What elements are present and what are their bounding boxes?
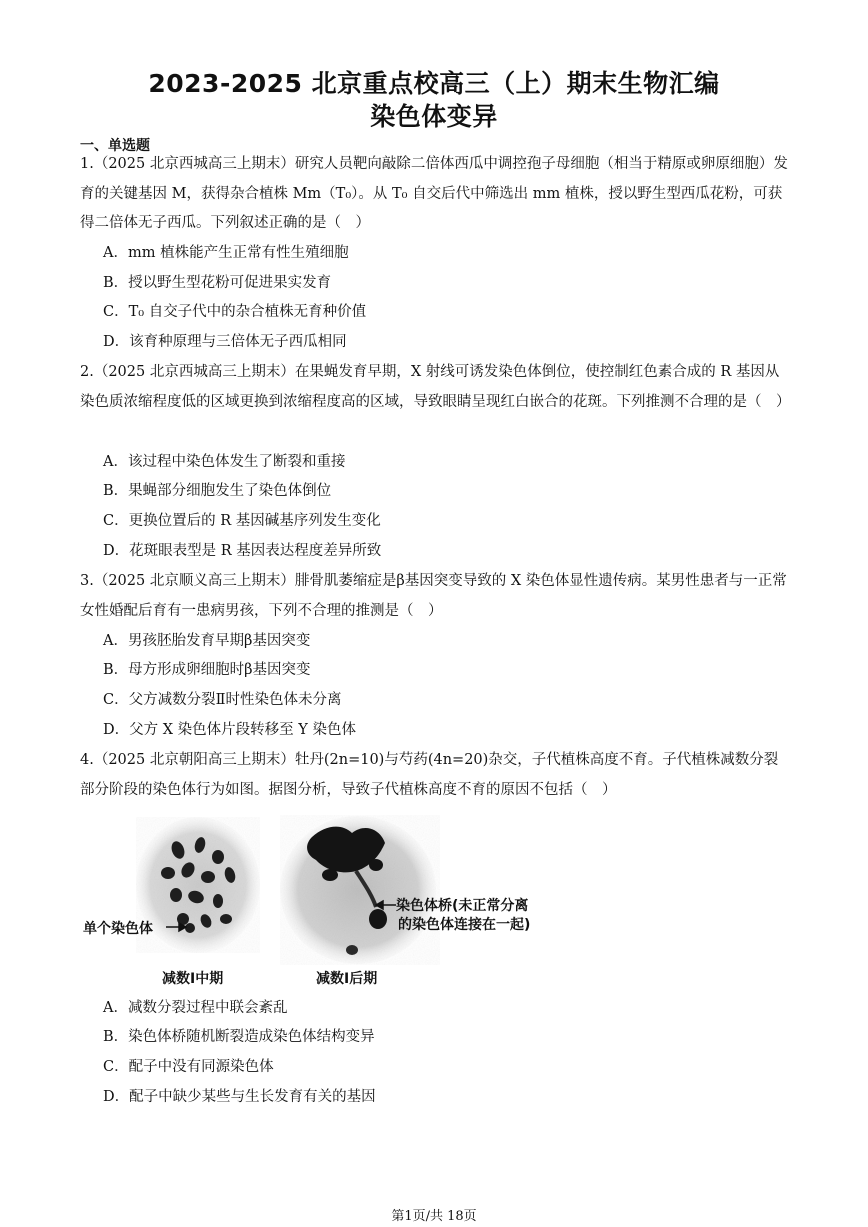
question-3-option-d: D．父方 X 染色体片段转移至 Y 染色体 <box>103 722 356 738</box>
question-1-stem: 1.（2025 北京西城高三上期末）研究人员靶向敲除二倍体西瓜中调控孢子母细胞（相当于精原或卵原细胞）发育的关键基因 M，获得杂合植株 Mm（T₀）。从 T₀ 自交后代中筛选出 mm 植株，授以野生型西瓜花粉，可获得二倍体无子西瓜。下列叙述正确的是（ ） <box>80 156 788 231</box>
question-3-option-c: C．父方减数分裂Ⅱ时性染色体未分离 <box>103 692 342 708</box>
question-4-option-a: A．减数分裂过程中联会紊乱 <box>103 1000 288 1016</box>
single-chromosome-label: 单个染色体 <box>83 921 153 937</box>
anaphase-cell-image <box>280 815 440 965</box>
question-2-option-d: D．花斑眼表型是 R 基因表达程度差异所致 <box>103 543 382 559</box>
question-4-option-c: C．配子中没有同源染色体 <box>103 1059 274 1075</box>
chromosome-bridge-label-line1: 染色体桥(未正常分离 <box>396 898 529 914</box>
question-2-option-b: B．果蝇部分细胞发生了染色体倒位 <box>103 483 332 499</box>
question-4-option-d: D．配子中缺少某些与生长发育有关的基因 <box>103 1089 376 1105</box>
question-4-stem: 4.（2025 北京朝阳高三上期末）牡丹(2n=10)与芍药(4n=20)杂交，子代植株高度不育。子代植株减数分裂部分阶段的染色体行为如图。据图分析，导致子代植株高度不育的原因不包括（ ） <box>80 752 779 798</box>
question-2-option-a: A．该过程中染色体发生了断裂和重接 <box>103 454 346 470</box>
question-3-stem: 3.（2025 北京顺义高三上期末）腓骨肌萎缩症是β基因突变导致的 X 染色体显性遗传病。某男性患者与一正常女性婚配后育有一患病男孩，下列不合理的推测是（ ） <box>80 573 787 619</box>
question-1-option-b: B．授以野生型花粉可促进果实发育 <box>103 275 332 291</box>
question-1-option-c: C．T₀ 自交子代中的杂合植株无育种价值 <box>103 304 367 320</box>
chromosome-bridge-label-line2: 的染色体连接在一起) <box>398 917 531 933</box>
question-1-option-a: A．mm 植株能产生正常有性生殖细胞 <box>103 245 349 261</box>
metaphase-cell-image <box>136 817 260 953</box>
question-2-option-c: C．更换位置后的 R 基因碱基序列发生变化 <box>103 513 381 529</box>
section-heading: 一、单选题 <box>80 138 150 154</box>
question-3-option-b: B．母方形成卵细胞时β基因突变 <box>103 662 311 678</box>
document-title: 2023-2025 北京重点校高三（上）期末生物汇编 <box>148 69 720 98</box>
question-3-option-a: A．男孩胚胎发育早期β基因突变 <box>103 633 311 649</box>
question-2-stem: 2.（2025 北京西城高三上期末）在果蝇发育早期，X 射线可诱发染色体倒位，使控制红色素合成的 R 基因从染色质浓缩程度低的区域更换到浓缩程度高的区域，导致眼睛呈现红白嵌合的花斑。下列推测不合理的是（ ） <box>80 364 791 410</box>
anaphase-caption: 减数Ⅰ后期 <box>316 971 378 987</box>
metaphase-caption: 减数Ⅰ中期 <box>162 971 224 987</box>
document-subtitle: 染色体变异 <box>370 102 498 131</box>
question-4-option-b: B．染色体桥随机断裂造成染色体结构变异 <box>103 1029 375 1045</box>
page-number: 第1页/共 18页 <box>391 1209 477 1224</box>
chromosome-micrograph-figure <box>80 815 560 990</box>
question-1-option-d: D．该育种原理与三倍体无子西瓜相同 <box>103 334 347 350</box>
